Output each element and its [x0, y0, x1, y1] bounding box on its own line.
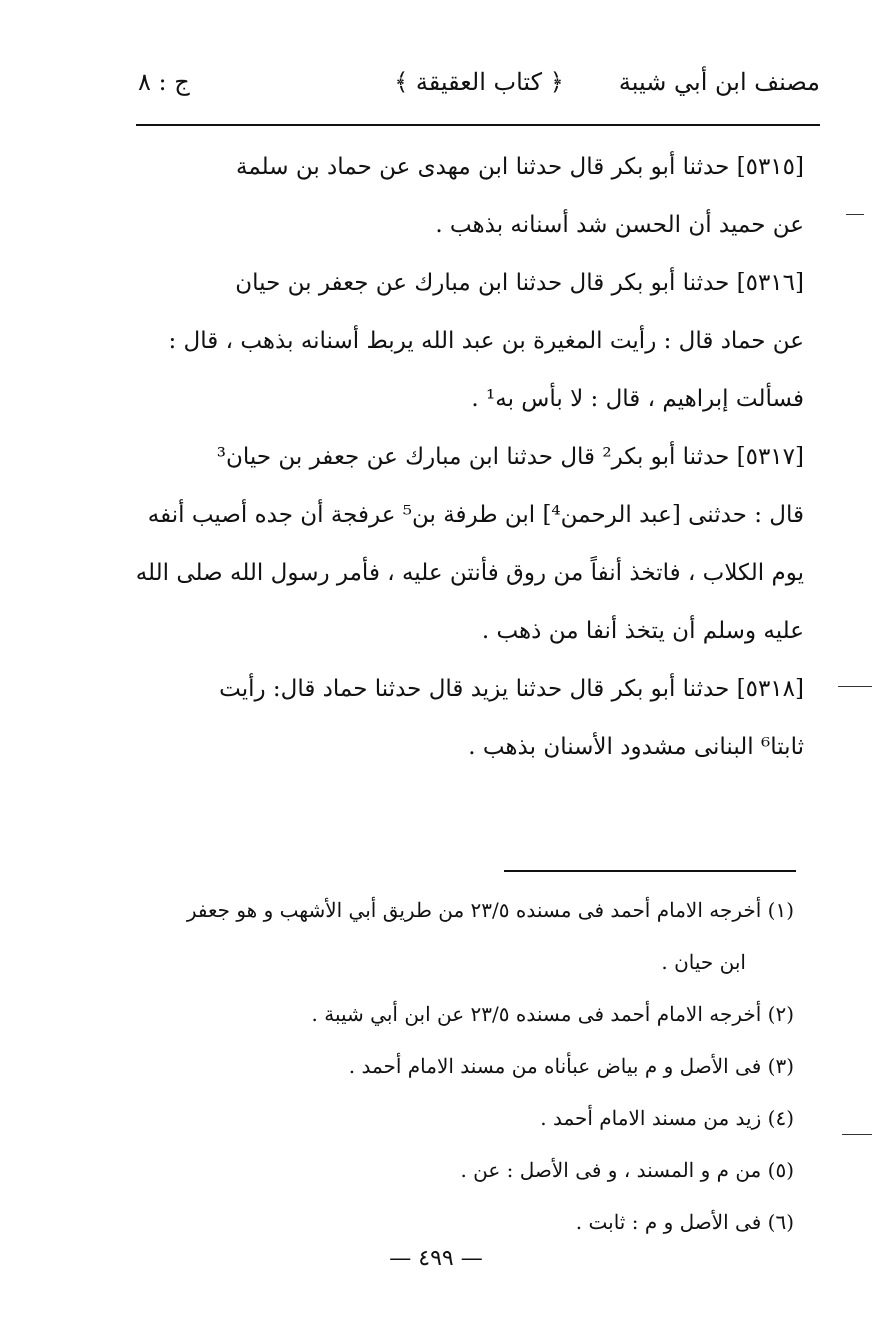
page-header	[138, 62, 820, 110]
footnote-2: (٢) أخرجه الامام أحمد فى مسنده ٢٣/٥ عن ابن أبي شيبة .	[311, 1002, 794, 1026]
book-title: مصنف ابن أبي شيبة	[618, 68, 820, 96]
footnote-6: (٦) فى الأصل و م : ثابت .	[575, 1210, 794, 1234]
text-line: قال : حدثنى [عبد الرحمن⁴] ابن طرفة بن⁵ عرفجة أن جده أصيب أنفه	[147, 502, 804, 528]
text-line: عن حميد أن الحسن شد أسنانه بذهب .	[435, 212, 804, 238]
text-line: فسألت إبراهيم ، قال : لا بأس به¹ .	[471, 386, 804, 412]
scan-mark	[842, 1134, 872, 1135]
text-line: [٥٣١٨] حدثنا أبو بكر قال حدثنا يزيد قال حدثنا حماد قال: رأيت	[219, 676, 804, 702]
text-line: [٥٣١٥] حدثنا أبو بكر قال حدثنا ابن مهدى عن حماد بن سلمة	[236, 154, 804, 180]
text-line: [٥٣١٧] حدثنا أبو بكر² قال حدثنا ابن مبارك عن جعفر بن حيان³	[216, 444, 804, 470]
text-line: ثابتا⁶ البنانى مشدود الأسنان بذهب .	[468, 734, 804, 760]
hadith-5317	[132, 428, 804, 660]
footnotes	[132, 884, 794, 1248]
footnote-1	[132, 884, 794, 988]
main-text	[132, 138, 804, 776]
text-line: عليه وسلم أن يتخذ أنفا من ذهب .	[481, 618, 804, 644]
page-number: — ٤٩٩ —	[389, 1246, 483, 1271]
hadith-5315	[132, 138, 804, 254]
footnote-continuation: ابن حيان .	[661, 950, 746, 974]
footnote-text: (١) أخرجه الامام أحمد فى مسنده ٢٣/٥ من طريق أبي الأشهب و هو جعفر	[186, 898, 794, 922]
volume-number: ج : ٨	[138, 68, 190, 96]
chapter-title: ﴿ كتاب العقيقة ﴾	[394, 68, 564, 96]
hadith-5316	[132, 254, 804, 428]
footnote-4: (٤) زيد من مسند الامام أحمد .	[540, 1106, 794, 1130]
text-line: عن حماد قال : رأيت المغيرة بن عبد الله يربط أسنانه بذهب ، قال :	[168, 328, 804, 354]
footnote-divider	[504, 870, 796, 872]
header-divider	[136, 124, 820, 126]
footnote-5: (٥) من م و المسند ، و فى الأصل : عن .	[460, 1158, 794, 1182]
hadith-5318	[132, 660, 804, 776]
text-line: يوم الكلاب ، فاتخذ أنفاً من روق فأنتن عليه ، فأمر رسول الله صلى الله	[135, 560, 804, 586]
scan-mark	[846, 214, 864, 215]
text-line: [٥٣١٦] حدثنا أبو بكر قال حدثنا ابن مبارك عن جعفر بن حيان	[235, 270, 804, 296]
footnote-3: (٣) فى الأصل و م بياض عبأناه من مسند الامام أحمد .	[348, 1054, 794, 1078]
scan-mark	[838, 686, 872, 687]
